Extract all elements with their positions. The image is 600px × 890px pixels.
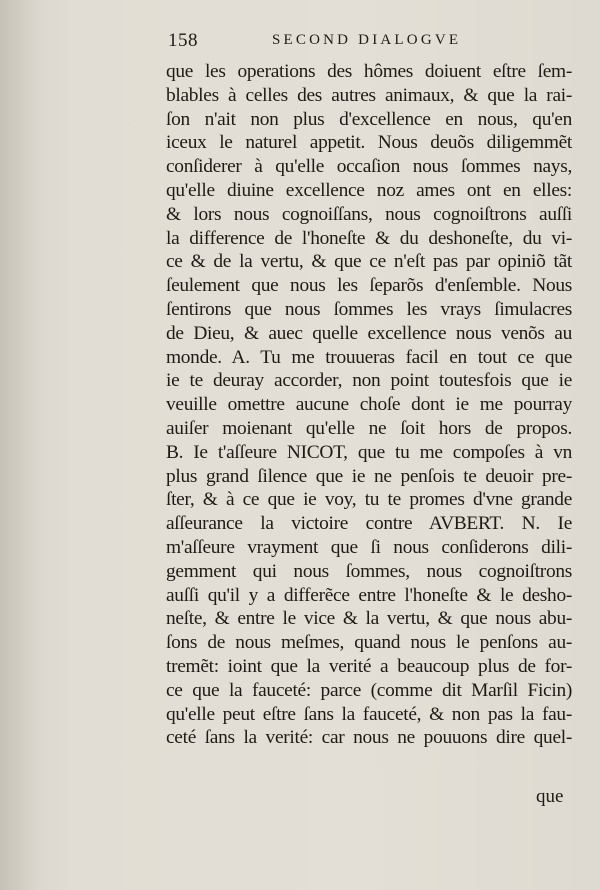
text-line: m'aſſeure vrayment que ſi nous conſiderons dili- bbox=[166, 536, 572, 558]
running-head: SECOND DIALOGVE bbox=[272, 32, 462, 48]
text-line: tremẽt: ioint que la verité a beaucoup plus de for- bbox=[166, 655, 572, 677]
catchword: que bbox=[536, 786, 564, 807]
text-line: neſte, & entre le vice & la vertu, & que nous abu- bbox=[166, 608, 572, 630]
text-line: conſiderer à qu'elle occaſion nous ſommes nays, bbox=[166, 156, 572, 178]
text-line: plus grand ſilence que ie ne penſois te deuoir pre- bbox=[166, 465, 572, 487]
text-line: auſſi qu'il y a differẽce entre l'honeſte & le desho- bbox=[166, 584, 572, 606]
text-line: iceux le naturel appetit. Nous deuõs diligemmẽt bbox=[166, 132, 572, 154]
text-line: de Dieu, & auec quelle excellence nous venõs au bbox=[166, 322, 572, 344]
text-line: ſeulement que nous les ſeparõs d'enſemble. Nous bbox=[166, 275, 572, 297]
text-line: aſſeurance la victoire contre AVBERT. N. Ie bbox=[166, 513, 572, 535]
text-line: ſon n'ait non plus d'excellence en nous, qu'en bbox=[166, 108, 572, 130]
text-line: qu'elle diuine excellence noz ames ont en elles: bbox=[166, 179, 572, 201]
text-line: ſons de nous meſmes, quand nous le penſons au- bbox=[166, 632, 572, 654]
text-line: ce que la faucеté: parce (comme dit Marſil Ficin) bbox=[166, 679, 572, 701]
text-line: ce & de la vertu, & que ce n'eſt pas par opiniõ tãt bbox=[166, 251, 572, 273]
text-line: ſentirons que nous ſommes les vrays ſimulacres bbox=[166, 298, 572, 320]
text-line: monde. A. Tu me trouueras facil en tout ce que bbox=[166, 346, 572, 368]
text-line: gemment qui nous ſommes, nous cognoiſtrons bbox=[166, 560, 572, 582]
text-line: & lors nous cognoiſſans, nous cognoiſtrons auſſi bbox=[166, 203, 572, 225]
text-line: veuille omettre aucune choſe dont ie me pourray bbox=[166, 394, 572, 416]
text-line: B. Ie t'aſſeure NICOT, que tu me compoſes à vn bbox=[166, 441, 572, 463]
text-line: que les operations des hômes doiuent eſtre ſem- bbox=[166, 61, 572, 82]
text-line: la difference de l'honeſte & du deshoneſte, du vi- bbox=[166, 227, 572, 249]
body-text bbox=[166, 60, 572, 750]
text-line: ceté ſans la verité: car nous ne pouuons dire quel- bbox=[166, 727, 572, 749]
text-line: qu'elle peut eſtre ſans la faucеté, & non pas la fau- bbox=[166, 703, 572, 725]
text-line: ſter, & à ce que ie voy, tu te promes d'vne grande bbox=[166, 489, 572, 511]
text-line: ie te deuray accorder, non point toutesfois que ie bbox=[166, 370, 572, 392]
text-line: auiſer moienant qu'elle ne ſoit hors de propos. bbox=[166, 417, 572, 439]
text-line: blables à celles des autres animaux, & que la rai- bbox=[166, 84, 572, 106]
gutter-shadow bbox=[0, 0, 40, 890]
page-number: 158 bbox=[168, 30, 198, 51]
page-header bbox=[168, 30, 568, 54]
